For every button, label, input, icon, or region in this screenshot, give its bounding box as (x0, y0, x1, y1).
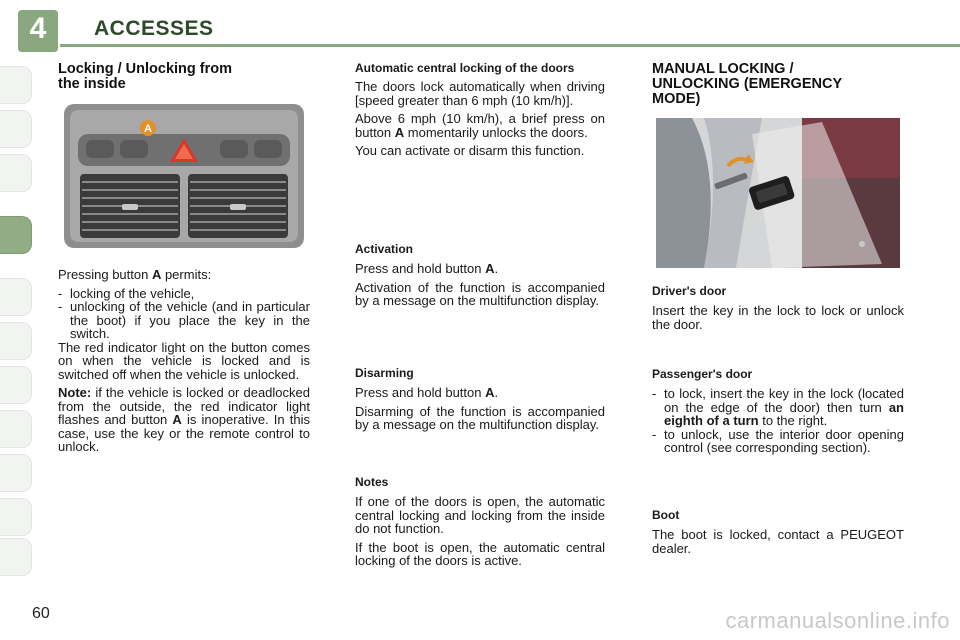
section-heading-passenger: Passenger's door (652, 367, 753, 381)
boot-section (652, 508, 904, 560)
header-rule (60, 44, 960, 47)
chapter-tab-3[interactable] (0, 154, 32, 192)
section-heading-disarming: Disarming (355, 366, 414, 380)
column-automatic-locking (355, 62, 605, 163)
inside-locking-body (58, 268, 310, 459)
chapter-tab-5[interactable] (0, 278, 32, 316)
chapter-tabs (0, 66, 34, 576)
photo-callout-a: A (144, 123, 152, 135)
list-item: - locking of the vehicle, (58, 285, 195, 301)
chapter-tab-8[interactable] (0, 410, 32, 448)
column-manual-locking (652, 62, 904, 107)
chapter-tab-11[interactable] (0, 538, 32, 576)
column-inside-locking (58, 62, 310, 92)
door-lock-photo (652, 114, 904, 272)
boot-text: The boot is locked, contact a PEUGEOT dealer. (652, 527, 904, 556)
driver-door-text: Insert the key in the lock to lock or unlock the door. (652, 303, 904, 332)
section-heading-manual: MANUAL LOCKING / UNLOCKING (EMERGENCY MODE) (652, 61, 843, 107)
dashboard-vent-photo (58, 100, 310, 252)
disarming-instruction: Press and hold button A. (355, 385, 499, 400)
chapter-tab-4-active[interactable] (0, 216, 32, 254)
list-item: - to unlock, use the interior door opening control (see corresponding section). (652, 426, 904, 455)
auto-paragraph: You can activate or disarm this function. (355, 143, 585, 158)
page-title: ACCESSES (94, 17, 214, 40)
section-heading-driver: Driver's door (652, 284, 727, 298)
chapter-badge (18, 10, 58, 52)
chapter-tab-1[interactable] (0, 66, 32, 104)
watermark: carmanualsonline.info (725, 608, 950, 633)
chapter-tab-10[interactable] (0, 498, 32, 536)
section-heading-inside-locking: Locking / Unlocking from the inside (58, 61, 233, 92)
notes-paragraph: If one of the doors is open, the automatic central locking and locking from the inside do not function. (355, 494, 605, 536)
notes-section (355, 475, 605, 573)
section-heading-boot: Boot (652, 508, 680, 522)
indicator-text: The red indicator light on the button comes on when the vehicle is locked and is switched off when the vehicle is unlocked. (58, 339, 310, 382)
passenger-door-section (652, 367, 904, 455)
activation-instruction: Press and hold button A. (355, 261, 499, 276)
notes-paragraph: If the boot is open, the automatic central locking of the doors is active. (355, 539, 605, 568)
activation-section (355, 242, 605, 313)
list-item: - to lock, insert the key in the lock (located on the edge of the door) then turn an eighth of a turn to the right. (652, 386, 904, 428)
page-number: 60 (32, 605, 50, 622)
disarming-section (355, 366, 605, 437)
list-item: - unlocking of the vehicle (and in particular the boot) if you place the key in the switch. (58, 299, 310, 341)
auto-paragraph: Above 6 mph (10 km/h), a brief press on button A momentarily unlocks the doors. (355, 111, 605, 140)
section-heading-automatic: Automatic central locking of the doors (355, 61, 575, 75)
chapter-tab-6[interactable] (0, 322, 32, 360)
section-heading-notes: Notes (355, 475, 389, 489)
chapter-tab-7[interactable] (0, 366, 32, 404)
pressing-button-text: Pressing button A permits: (58, 267, 212, 282)
chapter-number: 4 (29, 12, 47, 45)
section-heading-activation: Activation (355, 242, 414, 256)
activation-description: Activation of the function is accompanied by a message on the multifunction display. (355, 279, 605, 308)
auto-paragraph: The doors lock automatically when driving [speed greater than 6 mph (10 km/h)]. (355, 79, 605, 108)
chapter-tab-2[interactable] (0, 110, 32, 148)
note-text: Note: if the vehicle is locked or deadlocked from the outside, the red indicator light flashes and button A is inoperative. In this case, use the key or the remote control to unlock. (58, 385, 311, 454)
chapter-tab-9[interactable] (0, 454, 32, 492)
disarming-description: Disarming of the function is accompanied by a message on the multifunction display. (355, 403, 605, 432)
driver-door-section (652, 284, 904, 336)
